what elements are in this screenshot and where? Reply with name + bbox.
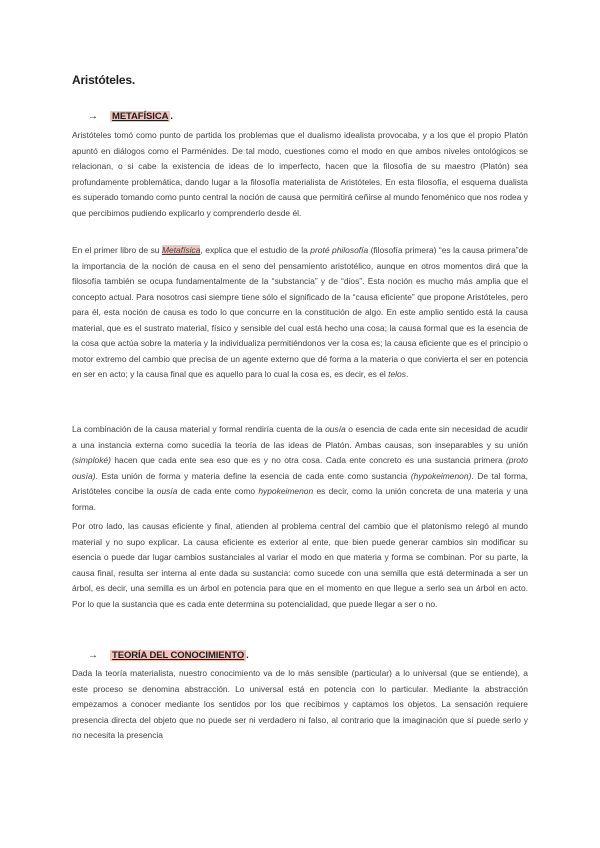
paragraph: Por otro lado, las causas eficiente y final, atienden al problema central del cambio que el platonismo relegó al mundo material y no supo explicar. La causa eficiente es exterior al ente, que bien puede generar cambios sin modificar su esencia o puede dar lugar cambios sustanciales al variar el modo en que materia y forma se combinan. Por su parte, la causa final, resulta ser interna al ente dada su sustancia: como sucede con una semilla que está determinada a ser un árbol, es decir, una semilla es un árbol en potencia para que en el momento en que llegue a serlo sea un árbol en acto. Por lo que la sustancia que es cada ente determina su potencialidad, que puede llegar a ser o no. [72,521,528,609]
arrow-right-icon: → [88,110,98,122]
section-heading-text: TEORÍA DEL CONOCIMIENTO [112,649,245,661]
section-heading-suffix: . [170,110,173,122]
page-title: Aristóteles. [72,73,135,87]
section-heading-teoria-conocimiento [88,648,249,662]
section-heading-suffix: . [246,649,249,661]
arrow-right-icon: → [88,649,98,661]
section-heading-text: METAFÍSICA [112,110,169,122]
paragraph: Dada la teoría materialista, nuestro conocimiento va de lo más sensible (particular) a lo universal (que se entiende), a este proceso se denomina abstracción. Lo universal está en potencia con lo particular. Mediante la abstracción empezamos a conocer mediante los sentidos por los que recibimos y captamos los objetos. La sensación requiere presencia directa del objeto que no puede ser ni verdadero ni falso, al contrario que la imaginación que sí puede serlo y no necesita la presencia [72,668,528,740]
paragraph: Aristóteles tomó como punto de partida los problemas que el dualismo idealista provocaba, y a los que el propio Platón apuntó en diálogos como el Parménides. De tal modo, cuestiones como el modo en que ambos niveles ontológicos se relacionan, o si cabe la existencia de ideas de lo imperfecto, hacen que la filosofía de su maestro (Platón) sea profundamente problemática, dando lugar a la filosofía materialista de Aristóteles. En esta filosofía, el esquema dualista es superado tomando como punto central la noción de causa que permitirá ceñirse al mundo fenoménico que nos rodea y que percibimos pudiendo explicarlo y comprenderlo desde él. [72,130,528,218]
paragraph: La combinación de la causa material y formal rendiría cuenta de la ousía o esencia de cada ente sin necesidad de acudir a una instancia externa como sucedía la teoría de las ideas de Platón. Ambas causas, son inseparables y su unión (simploké) hacen que cada ente sea eso que es y no otra cosa. Cada ente concreto es una sustancia primera (proto ousía). Esta unión de forma y materia define la esencia de cada ente como sustancia (hypokeimenon). De tal forma, Aristóteles concibe la ousía de cada ente como hypokeimenon es decir, como la unión concreta de una materia y una forma. [72,424,528,512]
section-heading-metafisica [88,109,173,123]
paragraph: En el primer libro de su Metafísica, explica que el estudio de la proté philosofía (filosofía primera) “es la causa primera”de la importancia de la noción de causa en el seno del pensamiento aristotélico, aunque en otros momentos dirá que la filosofía también se ocupa fundamentalmente de la “substancia” y de “dios”. Esta noción es mucho más amplia que el concepto actual. Para nosotros casi siempre tiene sólo el significado de la “causa eficiente” que propone Aristóteles, pero para él, esta noción de causa es todo lo que concurre en la constitución de algo. En este amplio sentido está la causa material, que es el sustrato material, físico y sensible del cual está hecho una cosa; la causa formal que es la esencia de la cosa que actúa sobre la materia y la individualiza permitiéndonos ver la cosa es; la causa eficiente que es el principio o motor extremo del cambio que precisa de un agente externo que dé forma a la materia o que convierta el ser en potencia en ser en acto; y la causa final que es aquello para lo cual la cosa es, es decir, es el telos. [72,245,528,379]
highlighted-term: Metafísica [161,245,201,255]
